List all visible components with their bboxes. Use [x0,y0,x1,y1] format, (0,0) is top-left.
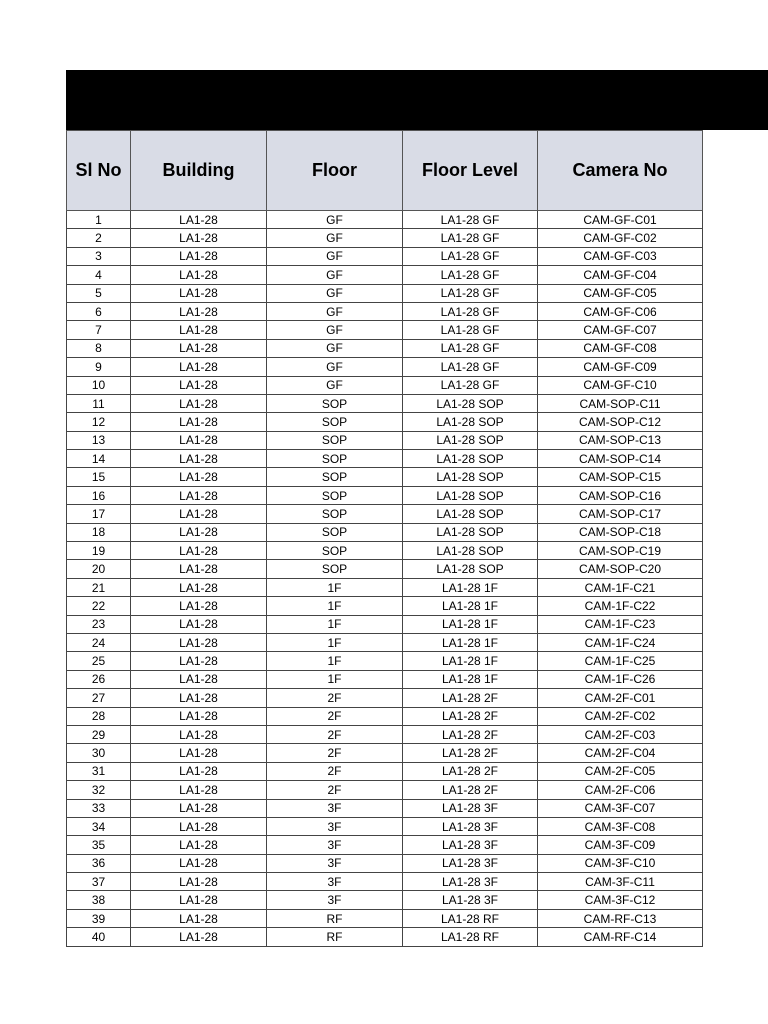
cell-floor-level: LA1-28 GF [403,321,538,339]
cell-sl-no: 38 [67,891,131,909]
table-row [67,321,703,339]
cell-floor: 2F [267,762,403,780]
cell-floor: SOP [267,505,403,523]
cell-floor-level: LA1-28 SOP [403,431,538,449]
cell-camera-no: CAM-SOP-C19 [538,542,703,560]
table-row [67,854,703,872]
table-row [67,744,703,762]
cell-sl-no: 12 [67,413,131,431]
cell-camera-no: CAM-3F-C07 [538,799,703,817]
table-row [67,633,703,651]
table-row [67,211,703,229]
cell-camera-no: CAM-2F-C05 [538,762,703,780]
table-row [67,486,703,504]
cell-camera-no: CAM-GF-C04 [538,266,703,284]
cell-floor: GF [267,284,403,302]
cell-building: LA1-28 [131,836,267,854]
cell-floor: GF [267,211,403,229]
cell-floor: GF [267,266,403,284]
cell-sl-no: 39 [67,909,131,927]
cell-sl-no: 17 [67,505,131,523]
table-body [67,211,703,947]
cell-floor: SOP [267,394,403,412]
cell-sl-no: 34 [67,817,131,835]
cell-building: LA1-28 [131,358,267,376]
cell-floor-level: LA1-28 SOP [403,450,538,468]
cell-building: LA1-28 [131,302,267,320]
table-row [67,725,703,743]
cell-camera-no: CAM-2F-C03 [538,725,703,743]
table-row [67,928,703,946]
table-row [67,413,703,431]
cell-camera-no: CAM-3F-C12 [538,891,703,909]
cell-camera-no: CAM-1F-C22 [538,597,703,615]
table-row [67,873,703,891]
cell-building: LA1-28 [131,247,267,265]
cell-floor-level: LA1-28 SOP [403,505,538,523]
cell-floor-level: LA1-28 RF [403,928,538,946]
cell-floor: 3F [267,891,403,909]
cell-floor-level: LA1-28 3F [403,836,538,854]
cell-floor-level: LA1-28 1F [403,633,538,651]
cell-floor: 3F [267,799,403,817]
cell-sl-no: 21 [67,578,131,596]
table-row [67,523,703,541]
cell-sl-no: 26 [67,670,131,688]
cell-sl-no: 20 [67,560,131,578]
cell-camera-no: CAM-GF-C08 [538,339,703,357]
cell-floor-level: LA1-28 2F [403,762,538,780]
cell-camera-no: CAM-RF-C14 [538,928,703,946]
cell-camera-no: CAM-SOP-C15 [538,468,703,486]
cell-camera-no: CAM-GF-C03 [538,247,703,265]
cell-floor-level: LA1-28 3F [403,799,538,817]
table-row [67,284,703,302]
cell-building: LA1-28 [131,266,267,284]
cell-floor-level: LA1-28 3F [403,873,538,891]
cell-floor: GF [267,321,403,339]
cell-building: LA1-28 [131,891,267,909]
cell-floor: 3F [267,817,403,835]
cell-floor-level: LA1-28 SOP [403,486,538,504]
cell-floor-level: LA1-28 GF [403,358,538,376]
cell-sl-no: 2 [67,229,131,247]
cell-floor-level: LA1-28 SOP [403,560,538,578]
cell-floor: SOP [267,431,403,449]
cell-camera-no: CAM-SOP-C20 [538,560,703,578]
cell-floor-level: LA1-28 GF [403,247,538,265]
cell-floor-level: LA1-28 2F [403,689,538,707]
cell-camera-no: CAM-SOP-C11 [538,394,703,412]
cell-sl-no: 33 [67,799,131,817]
cell-building: LA1-28 [131,670,267,688]
cell-floor: 1F [267,652,403,670]
cell-camera-no: CAM-GF-C02 [538,229,703,247]
cell-sl-no: 27 [67,689,131,707]
cell-camera-no: CAM-3F-C09 [538,836,703,854]
table-row [67,468,703,486]
cell-floor: 1F [267,615,403,633]
cell-floor-level: LA1-28 GF [403,284,538,302]
cell-floor: SOP [267,486,403,504]
cell-building: LA1-28 [131,450,267,468]
cell-building: LA1-28 [131,762,267,780]
cell-camera-no: CAM-GF-C05 [538,284,703,302]
cell-floor: SOP [267,542,403,560]
cell-sl-no: 40 [67,928,131,946]
table-header [67,131,703,211]
table-row [67,817,703,835]
cell-building: LA1-28 [131,211,267,229]
cell-floor: 2F [267,781,403,799]
table-row [67,578,703,596]
table-row [67,781,703,799]
table-row [67,394,703,412]
table-row [67,597,703,615]
table-row [67,689,703,707]
cell-building: LA1-28 [131,909,267,927]
table-row [67,542,703,560]
cell-floor: 3F [267,854,403,872]
cell-floor: GF [267,229,403,247]
cell-building: LA1-28 [131,339,267,357]
cell-building: LA1-28 [131,468,267,486]
table-row [67,339,703,357]
table-row [67,652,703,670]
cell-sl-no: 16 [67,486,131,504]
column-header-building: Building [131,131,267,211]
cell-sl-no: 18 [67,523,131,541]
cell-floor: SOP [267,560,403,578]
cell-floor: 1F [267,578,403,596]
cell-floor-level: LA1-28 GF [403,229,538,247]
cell-building: LA1-28 [131,689,267,707]
cell-floor: 3F [267,836,403,854]
cell-sl-no: 30 [67,744,131,762]
cell-floor: 2F [267,707,403,725]
cell-floor-level: LA1-28 1F [403,670,538,688]
cell-building: LA1-28 [131,578,267,596]
cell-camera-no: CAM-3F-C10 [538,854,703,872]
cell-camera-no: CAM-SOP-C16 [538,486,703,504]
cell-floor-level: LA1-28 1F [403,615,538,633]
cell-sl-no: 28 [67,707,131,725]
cell-building: LA1-28 [131,707,267,725]
cell-building: LA1-28 [131,652,267,670]
cell-camera-no: CAM-1F-C25 [538,652,703,670]
table-row [67,707,703,725]
cell-camera-no: CAM-1F-C21 [538,578,703,596]
cell-building: LA1-28 [131,229,267,247]
cell-building: LA1-28 [131,615,267,633]
cell-floor-level: LA1-28 GF [403,266,538,284]
cell-camera-no: CAM-GF-C06 [538,302,703,320]
cell-building: LA1-28 [131,873,267,891]
title-band [66,70,768,130]
cell-floor: 2F [267,689,403,707]
cell-floor: 2F [267,725,403,743]
camera-table [66,130,703,947]
cell-sl-no: 1 [67,211,131,229]
cell-sl-no: 31 [67,762,131,780]
cell-sl-no: 7 [67,321,131,339]
cell-camera-no: CAM-GF-C07 [538,321,703,339]
cell-floor-level: LA1-28 3F [403,817,538,835]
cell-building: LA1-28 [131,744,267,762]
cell-floor: GF [267,358,403,376]
cell-sl-no: 22 [67,597,131,615]
cell-building: LA1-28 [131,321,267,339]
cell-floor: SOP [267,523,403,541]
cell-sl-no: 9 [67,358,131,376]
cell-sl-no: 32 [67,781,131,799]
cell-building: LA1-28 [131,284,267,302]
cell-sl-no: 8 [67,339,131,357]
cell-sl-no: 24 [67,633,131,651]
cell-camera-no: CAM-GF-C10 [538,376,703,394]
cell-floor: 1F [267,633,403,651]
cell-sl-no: 23 [67,615,131,633]
cell-floor: RF [267,909,403,927]
table-row [67,450,703,468]
cell-floor: 2F [267,744,403,762]
cell-floor-level: LA1-28 GF [403,302,538,320]
cell-camera-no: CAM-GF-C09 [538,358,703,376]
cell-camera-no: CAM-3F-C11 [538,873,703,891]
cell-sl-no: 5 [67,284,131,302]
cell-camera-no: CAM-2F-C01 [538,689,703,707]
cell-floor-level: LA1-28 1F [403,578,538,596]
cell-floor-level: LA1-28 SOP [403,542,538,560]
cell-camera-no: CAM-2F-C04 [538,744,703,762]
column-header-sl-no: Sl No [67,131,131,211]
cell-floor-level: LA1-28 SOP [403,468,538,486]
cell-floor-level: LA1-28 GF [403,339,538,357]
table-row [67,505,703,523]
cell-building: LA1-28 [131,505,267,523]
table-row [67,836,703,854]
cell-building: LA1-28 [131,633,267,651]
column-header-floor-level: Floor Level [403,131,538,211]
cell-camera-no: CAM-2F-C02 [538,707,703,725]
cell-sl-no: 11 [67,394,131,412]
cell-sl-no: 36 [67,854,131,872]
cell-floor: SOP [267,450,403,468]
table-row [67,431,703,449]
cell-sl-no: 13 [67,431,131,449]
table-row [67,358,703,376]
cell-sl-no: 29 [67,725,131,743]
cell-floor-level: LA1-28 1F [403,597,538,615]
cell-camera-no: CAM-RF-C13 [538,909,703,927]
table-row [67,615,703,633]
cell-floor: SOP [267,413,403,431]
table-row [67,302,703,320]
cell-floor: SOP [267,468,403,486]
cell-camera-no: CAM-SOP-C14 [538,450,703,468]
cell-floor-level: LA1-28 SOP [403,523,538,541]
cell-floor: GF [267,247,403,265]
cell-camera-no: CAM-2F-C06 [538,781,703,799]
cell-sl-no: 6 [67,302,131,320]
cell-camera-no: CAM-1F-C24 [538,633,703,651]
table-row [67,891,703,909]
cell-building: LA1-28 [131,854,267,872]
cell-sl-no: 10 [67,376,131,394]
cell-sl-no: 3 [67,247,131,265]
cell-sl-no: 4 [67,266,131,284]
cell-floor-level: LA1-28 SOP [403,413,538,431]
cell-camera-no: CAM-SOP-C17 [538,505,703,523]
table-row [67,762,703,780]
cell-floor: GF [267,376,403,394]
table-row [67,909,703,927]
cell-building: LA1-28 [131,799,267,817]
cell-floor: GF [267,339,403,357]
cell-camera-no: CAM-SOP-C18 [538,523,703,541]
cell-sl-no: 14 [67,450,131,468]
cell-floor-level: LA1-28 3F [403,854,538,872]
cell-building: LA1-28 [131,542,267,560]
column-header-camera-no: Camera No [538,131,703,211]
table-row [67,266,703,284]
cell-floor-level: LA1-28 SOP [403,394,538,412]
cell-building: LA1-28 [131,781,267,799]
cell-floor: GF [267,302,403,320]
cell-floor-level: LA1-28 2F [403,707,538,725]
cell-building: LA1-28 [131,431,267,449]
cell-camera-no: CAM-SOP-C12 [538,413,703,431]
cell-camera-no: CAM-1F-C26 [538,670,703,688]
cell-building: LA1-28 [131,486,267,504]
cell-camera-no: CAM-GF-C01 [538,211,703,229]
cell-building: LA1-28 [131,394,267,412]
cell-camera-no: CAM-3F-C08 [538,817,703,835]
cell-floor-level: LA1-28 GF [403,211,538,229]
cell-sl-no: 19 [67,542,131,560]
header-row [67,131,703,211]
cell-floor-level: LA1-28 2F [403,781,538,799]
cell-building: LA1-28 [131,560,267,578]
table-row [67,229,703,247]
cell-floor: 1F [267,597,403,615]
cell-floor-level: LA1-28 3F [403,891,538,909]
cell-floor-level: LA1-28 1F [403,652,538,670]
cell-floor: 3F [267,873,403,891]
cell-floor-level: LA1-28 2F [403,744,538,762]
cell-sl-no: 25 [67,652,131,670]
table-row [67,247,703,265]
cell-sl-no: 35 [67,836,131,854]
cell-building: LA1-28 [131,376,267,394]
cell-building: LA1-28 [131,725,267,743]
cell-floor-level: LA1-28 GF [403,376,538,394]
table-row [67,560,703,578]
cell-camera-no: CAM-1F-C23 [538,615,703,633]
cell-floor: RF [267,928,403,946]
cell-floor-level: LA1-28 2F [403,725,538,743]
cell-building: LA1-28 [131,817,267,835]
cell-building: LA1-28 [131,597,267,615]
cell-sl-no: 37 [67,873,131,891]
table-row [67,376,703,394]
cell-camera-no: CAM-SOP-C13 [538,431,703,449]
cell-sl-no: 15 [67,468,131,486]
table-row [67,670,703,688]
cell-floor: 1F [267,670,403,688]
cell-building: LA1-28 [131,413,267,431]
cell-building: LA1-28 [131,523,267,541]
table-row [67,799,703,817]
cell-building: LA1-28 [131,928,267,946]
column-header-floor: Floor [267,131,403,211]
cell-floor-level: LA1-28 RF [403,909,538,927]
